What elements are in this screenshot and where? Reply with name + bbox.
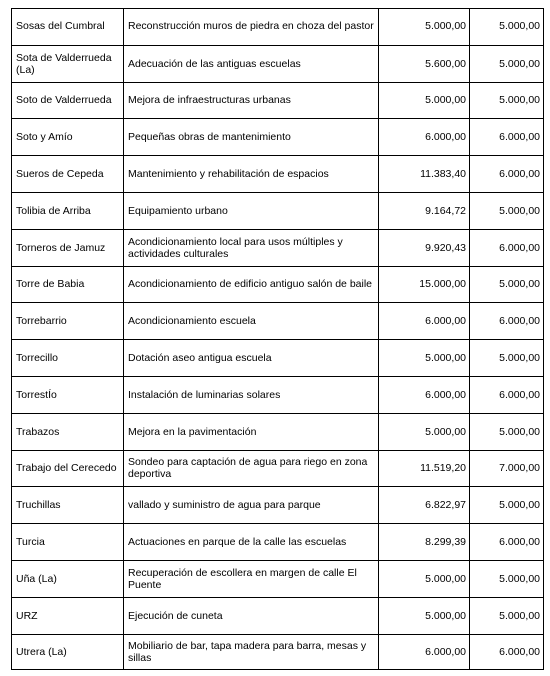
grant-cell: 6.000,00 — [499, 646, 540, 659]
locality-cell: Soto y Amío — [16, 131, 73, 144]
table-row — [11, 413, 544, 450]
grant-cell: 5.000,00 — [499, 352, 540, 365]
locality-cell: Truchillas — [16, 499, 61, 512]
grant-cell: 5.000,00 — [499, 94, 540, 107]
grants-table — [11, 8, 544, 670]
table-row — [11, 339, 544, 376]
project-cell: Mantenimiento y rehabilitación de espacios — [128, 168, 329, 181]
grant-cell: 6.000,00 — [499, 131, 540, 144]
amount-cell: 15.000,00 — [419, 278, 466, 291]
locality-cell: Utrera (La) — [16, 646, 67, 659]
table-row — [11, 302, 544, 339]
amount-cell: 6.000,00 — [425, 131, 466, 144]
grant-cell: 5.000,00 — [499, 425, 540, 438]
locality-cell: Soto de Valderrueda — [16, 94, 112, 107]
table-row — [11, 523, 544, 560]
project-cell: Equipamiento urbano — [128, 204, 228, 217]
locality-cell: Torrebarrio — [16, 315, 67, 328]
amount-cell: 9.164,72 — [425, 204, 466, 217]
amount-cell: 6.000,00 — [425, 646, 466, 659]
amount-cell: 6.000,00 — [425, 388, 466, 401]
grant-cell: 5.000,00 — [499, 572, 540, 585]
locality-cell: Trabajo del Cerecedo — [16, 462, 117, 475]
amount-cell: 5.000,00 — [425, 609, 466, 622]
grant-cell: 5.000,00 — [499, 57, 540, 70]
amount-cell: 6.822,97 — [425, 499, 466, 512]
amount-cell: 5.000,00 — [425, 20, 466, 33]
project-cell: Recuperación de escollera en margen de calle El Puente — [128, 566, 357, 591]
table-row — [11, 597, 544, 634]
table-row — [11, 118, 544, 155]
locality-cell: URZ — [16, 609, 38, 622]
amount-cell: 11.519,20 — [420, 462, 466, 475]
project-cell: Acondicionamiento escuela — [128, 315, 256, 328]
project-cell: Acondicionamiento local para usos múltiples y actividades culturales — [128, 235, 343, 260]
project-cell: Mejora de infraestructuras urbanas — [128, 94, 291, 107]
grant-cell: 6.000,00 — [499, 536, 540, 549]
amount-cell: 8.299,39 — [425, 536, 466, 549]
project-cell: Acondicionamiento de edificio antiguo salón de baile — [128, 278, 373, 291]
table-row — [11, 450, 544, 487]
table-row — [11, 45, 544, 82]
locality-cell: Trabazos — [16, 425, 60, 438]
table-row — [11, 266, 544, 303]
project-cell: Mejora en la pavimentación — [128, 425, 257, 438]
grant-cell: 6.000,00 — [499, 315, 540, 328]
grant-cell: 6.000,00 — [499, 168, 540, 181]
amount-cell: 5.000,00 — [425, 94, 466, 107]
locality-cell: Uña (La) — [16, 572, 57, 585]
locality-cell: Turcia — [16, 536, 45, 549]
grant-cell: 7.000,00 — [499, 462, 540, 475]
table-row — [11, 560, 544, 597]
table-row — [11, 192, 544, 229]
table-row — [11, 8, 544, 45]
table-row — [11, 634, 544, 671]
project-cell: vallado y suministro de agua para parque — [128, 499, 321, 512]
amount-cell: 11.383,40 — [420, 168, 466, 181]
grant-cell: 6.000,00 — [499, 388, 540, 401]
project-cell: Mobiliario de bar, tapa madera para barra, mesas y sillas — [128, 640, 367, 665]
project-cell: Dotación aseo antigua escuela — [128, 352, 272, 365]
grant-cell: 5.000,00 — [499, 499, 540, 512]
locality-cell: Torre de Babia — [16, 278, 85, 291]
project-cell: Instalación de luminarias solares — [128, 388, 281, 401]
locality-cell: Torneros de Jamuz — [16, 241, 106, 254]
amount-cell: 5.600,00 — [425, 57, 466, 70]
locality-cell: Sueros de Cepeda — [16, 168, 104, 181]
project-cell: Reconstrucción muros de piedra en choza del pastor — [128, 20, 374, 33]
table-row — [11, 155, 544, 192]
table-row — [11, 229, 544, 266]
locality-cell: Sosas del Cumbral — [16, 20, 105, 33]
grant-cell: 5.000,00 — [499, 278, 540, 291]
project-cell: Adecuación de las antiguas escuelas — [128, 57, 301, 70]
project-cell: Actuaciones en parque de la calle las escuelas — [128, 536, 347, 549]
project-cell: Pequeñas obras de mantenimiento — [128, 131, 291, 144]
table-row — [11, 486, 544, 523]
grant-cell: 5.000,00 — [499, 609, 540, 622]
grant-cell: 5.000,00 — [499, 204, 540, 217]
project-cell: Sondeo para captación de agua para riego en zona deportiva — [128, 456, 368, 481]
locality-cell: Tolibia de Arriba — [16, 204, 91, 217]
table-row — [11, 82, 544, 119]
amount-cell: 5.000,00 — [425, 352, 466, 365]
locality-cell: Sota de Valderrueda (La) — [16, 51, 112, 76]
locality-cell: Torrecillo — [16, 352, 59, 365]
grant-cell: 6.000,00 — [499, 241, 540, 254]
grant-cell: 5.000,00 — [499, 20, 540, 33]
amount-cell: 9.920,43 — [425, 241, 466, 254]
amount-cell: 5.000,00 — [425, 572, 466, 585]
project-cell: Ejecución de cuneta — [128, 609, 223, 622]
amount-cell: 6.000,00 — [425, 315, 466, 328]
amount-cell: 5.000,00 — [425, 425, 466, 438]
locality-cell: TorrestÍo — [16, 388, 57, 401]
table-row — [11, 376, 544, 413]
